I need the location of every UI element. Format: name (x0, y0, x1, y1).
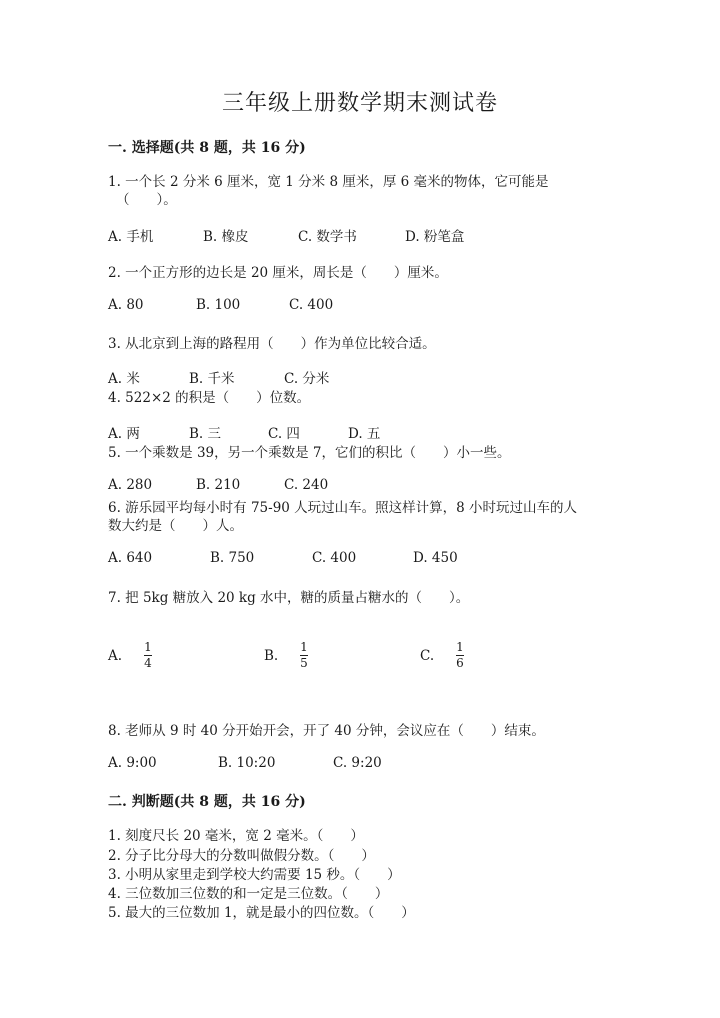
question-5-option-b: B. 210 (196, 477, 241, 493)
fraction-numerator: 1 (456, 640, 464, 654)
question-5: 5. 一个乘数是 39，另一个乘数是 7，它们的积比（ ）小一些。 (108, 445, 511, 461)
question-1-line-1: 1. 一个长 2 分米 6 厘米，宽 1 分米 8 厘米，厚 6 毫米的物体，它可能是 (108, 174, 549, 190)
question-2-option-b: B. 100 (196, 297, 241, 313)
question-6-option-c: C. 400 (312, 550, 357, 566)
question-8-option-a: A. 9:00 (108, 755, 157, 771)
question-8-option-c: C. 9:20 (333, 755, 382, 771)
question-3-option-c: C. 分米 (284, 371, 330, 387)
question-4: 4. 522×2 的积是（ ）位数。 (108, 390, 311, 406)
question-4-option-a: A. 两 (108, 426, 140, 442)
question-6-line-1: 6. 游乐园平均每小时有 75-90 人玩过山车。照这样计算，8 小时玩过山车的人 (108, 500, 578, 516)
section-header-judgment: 二. 判断题(共 8 题，共 16 分) (108, 794, 306, 810)
question-3-option-a: A. 米 (108, 371, 140, 387)
question-1-option-d: D. 粉笔盒 (405, 229, 465, 245)
question-1-option-a: A. 手机 (108, 229, 154, 245)
question-6-option-d: D. 450 (413, 550, 458, 566)
question-7-option-a: A. (108, 648, 123, 664)
judgment-question-2: 2. 分子比分母大的分数叫做假分数。（ ） (108, 848, 375, 864)
question-7-option-b: B. (264, 648, 279, 664)
question-2-option-a: A. 80 (108, 297, 144, 313)
fraction-numerator: 1 (300, 640, 308, 654)
question-4-option-c: C. 四 (268, 426, 300, 442)
fraction-denominator: 4 (144, 656, 152, 670)
question-1-line-2: （ ）。 (116, 192, 177, 208)
question-6-option-a: A. 640 (108, 550, 153, 566)
question-2: 2. 一个正方形的边长是 20 厘米，周长是（ ）厘米。 (108, 265, 448, 281)
question-3-option-b: B. 千米 (189, 371, 235, 387)
question-2-option-c: C. 400 (289, 297, 334, 313)
exam-title: 三年级上册数学期末测试卷 (221, 91, 498, 116)
judgment-question-3: 3. 小明从家里走到学校大约需要 15 秒。（ ） (108, 867, 401, 883)
question-8: 8. 老师从 9 时 40 分开始开会，开了 40 分钟，会议应在（ ）结束。 (108, 723, 545, 739)
question-5-option-a: A. 280 (108, 477, 153, 493)
question-4-option-d: D. 五 (348, 426, 381, 442)
judgment-question-5: 5. 最大的三位数加 1，就是最小的四位数。（ ） (108, 905, 415, 921)
fraction-denominator: 5 (300, 656, 308, 670)
question-1-option-b: B. 橡皮 (203, 229, 249, 245)
question-1-option-c: C. 数学书 (298, 229, 357, 245)
question-5-option-c: C. 240 (284, 477, 329, 493)
question-4-option-b: B. 三 (189, 426, 222, 442)
fraction-one-sixth (456, 641, 464, 670)
fraction-numerator: 1 (144, 640, 152, 654)
judgment-question-4: 4. 三位数加三位数的和一定是三位数。（ ） (108, 886, 389, 902)
fraction-denominator: 6 (456, 656, 464, 670)
question-7-option-c: C. (420, 648, 435, 664)
question-6-line-2: 数大约是（ ）人。 (108, 518, 243, 534)
judgment-question-1: 1. 刻度尺长 20 毫米，宽 2 毫米。（ ） (108, 828, 364, 844)
question-7: 7. 把 5kg 糖放入 20 kg 水中，糖的质量占糖水的（ ）。 (108, 590, 470, 606)
section-header-choice: 一. 选择题(共 8 题，共 16 分) (108, 140, 306, 156)
question-6-option-b: B. 750 (210, 550, 255, 566)
fraction-one-quarter (144, 641, 152, 670)
fraction-one-fifth (300, 641, 308, 670)
question-8-option-b: B. 10:20 (218, 755, 276, 771)
question-3: 3. 从北京到上海的路程用（ ）作为单位比较合适。 (108, 336, 436, 352)
